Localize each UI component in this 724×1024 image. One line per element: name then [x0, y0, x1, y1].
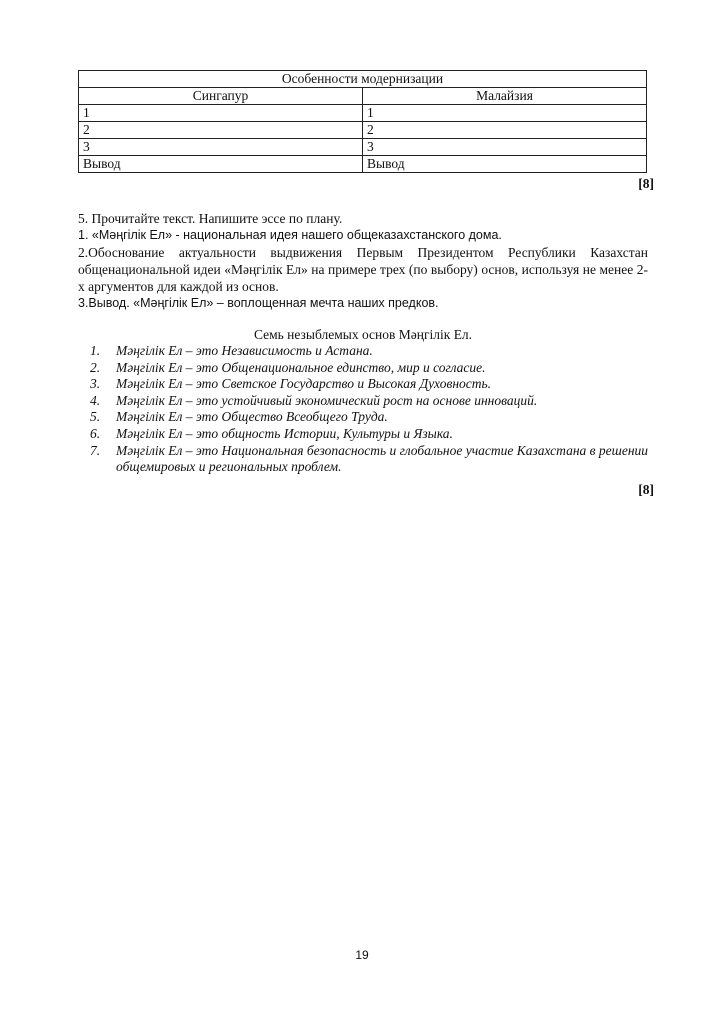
- table-row: [79, 139, 647, 156]
- task-heading: 5. Прочитайте текст. Напишите эссе по плану.: [78, 211, 343, 226]
- table-cell: 2: [79, 122, 363, 139]
- table-row: [79, 122, 647, 139]
- table-row: [79, 156, 647, 173]
- list-item-text: Мәңгілік Ел – это Национальная безопасность и глобальное участие Казахстана в решении общемировых и региональных проблем.: [116, 442, 649, 475]
- score-marker-essay: [8]: [638, 482, 654, 497]
- table-cell: Вывод: [79, 156, 363, 173]
- list-item: [78, 376, 648, 393]
- list-item-text: Мәңгілік Ел – это устойчивый экономический рост на основе инноваций.: [116, 392, 538, 408]
- table-cell: 1: [363, 105, 647, 122]
- plan-point-1: 1. «Мәңгілік Ел» - национальная идея нашего общеказахстанского дома.: [78, 228, 502, 242]
- list-item: [78, 426, 648, 443]
- table-header-row: [79, 88, 647, 105]
- list-item-number: 2.: [90, 359, 101, 375]
- table-cell: 3: [363, 139, 647, 156]
- table-cell: 1: [79, 105, 363, 122]
- list-item-text: Мәңгілік Ел – это Общество Всеобщего Труда.: [116, 409, 388, 425]
- plan-point-3: 3.Вывод. «Мәңгілік Ел» – воплощенная мечта наших предков.: [78, 296, 439, 310]
- list-item-text: Мәңгілік Ел – это Независимость и Астана.: [116, 343, 373, 358]
- list-item-number: 1.: [90, 343, 101, 358]
- list-item: [78, 409, 648, 426]
- list-item: [78, 343, 648, 360]
- list-item-number: 7.: [90, 442, 101, 458]
- list-title: Семь незыблемых основ Мәңгілік Ел.: [253, 327, 473, 342]
- table-title: Особенности модернизации: [79, 71, 647, 88]
- plan-point-2: 2.Обоснование актуальности выдвижения Первым Президентом Республики Казахстан общенациональной идеи «Мәңгілік Ел» на примере трех (по выбору) основ, используя не менее 2-х аргументов для каждой из основ.: [78, 245, 648, 294]
- list-item-text: Мәңгілік Ел – это общность Истории, Культуры и Языка.: [116, 425, 453, 441]
- list-item-number: 4.: [90, 392, 101, 408]
- list-item: [78, 393, 648, 410]
- modernization-table: [78, 70, 647, 173]
- table-cell: 3: [79, 139, 363, 156]
- page-number: 19: [355, 948, 369, 962]
- table-cell: Вывод: [363, 156, 647, 173]
- list-item: [78, 360, 648, 377]
- score-marker-table: [8]: [638, 176, 654, 191]
- table-cell: 2: [363, 122, 647, 139]
- list-item-text: Мәңгілік Ел – это Общенациональное единство, мир и согласие.: [116, 359, 486, 375]
- list-item-number: 3.: [90, 376, 101, 392]
- list-item: [78, 443, 648, 476]
- table-title-row: [79, 71, 647, 88]
- column-header-malaysia: Малайзия: [363, 88, 647, 105]
- column-header-singapore: Сингапур: [79, 88, 363, 105]
- list-item-text: Мәңгілік Ел – это Светское Государство и Высокая Духовность.: [116, 376, 492, 392]
- list-item-number: 6.: [90, 425, 101, 441]
- task-block: [78, 210, 648, 312]
- list-item-number: 5.: [90, 409, 101, 425]
- foundations-list: [78, 343, 648, 476]
- table-row: [79, 105, 647, 122]
